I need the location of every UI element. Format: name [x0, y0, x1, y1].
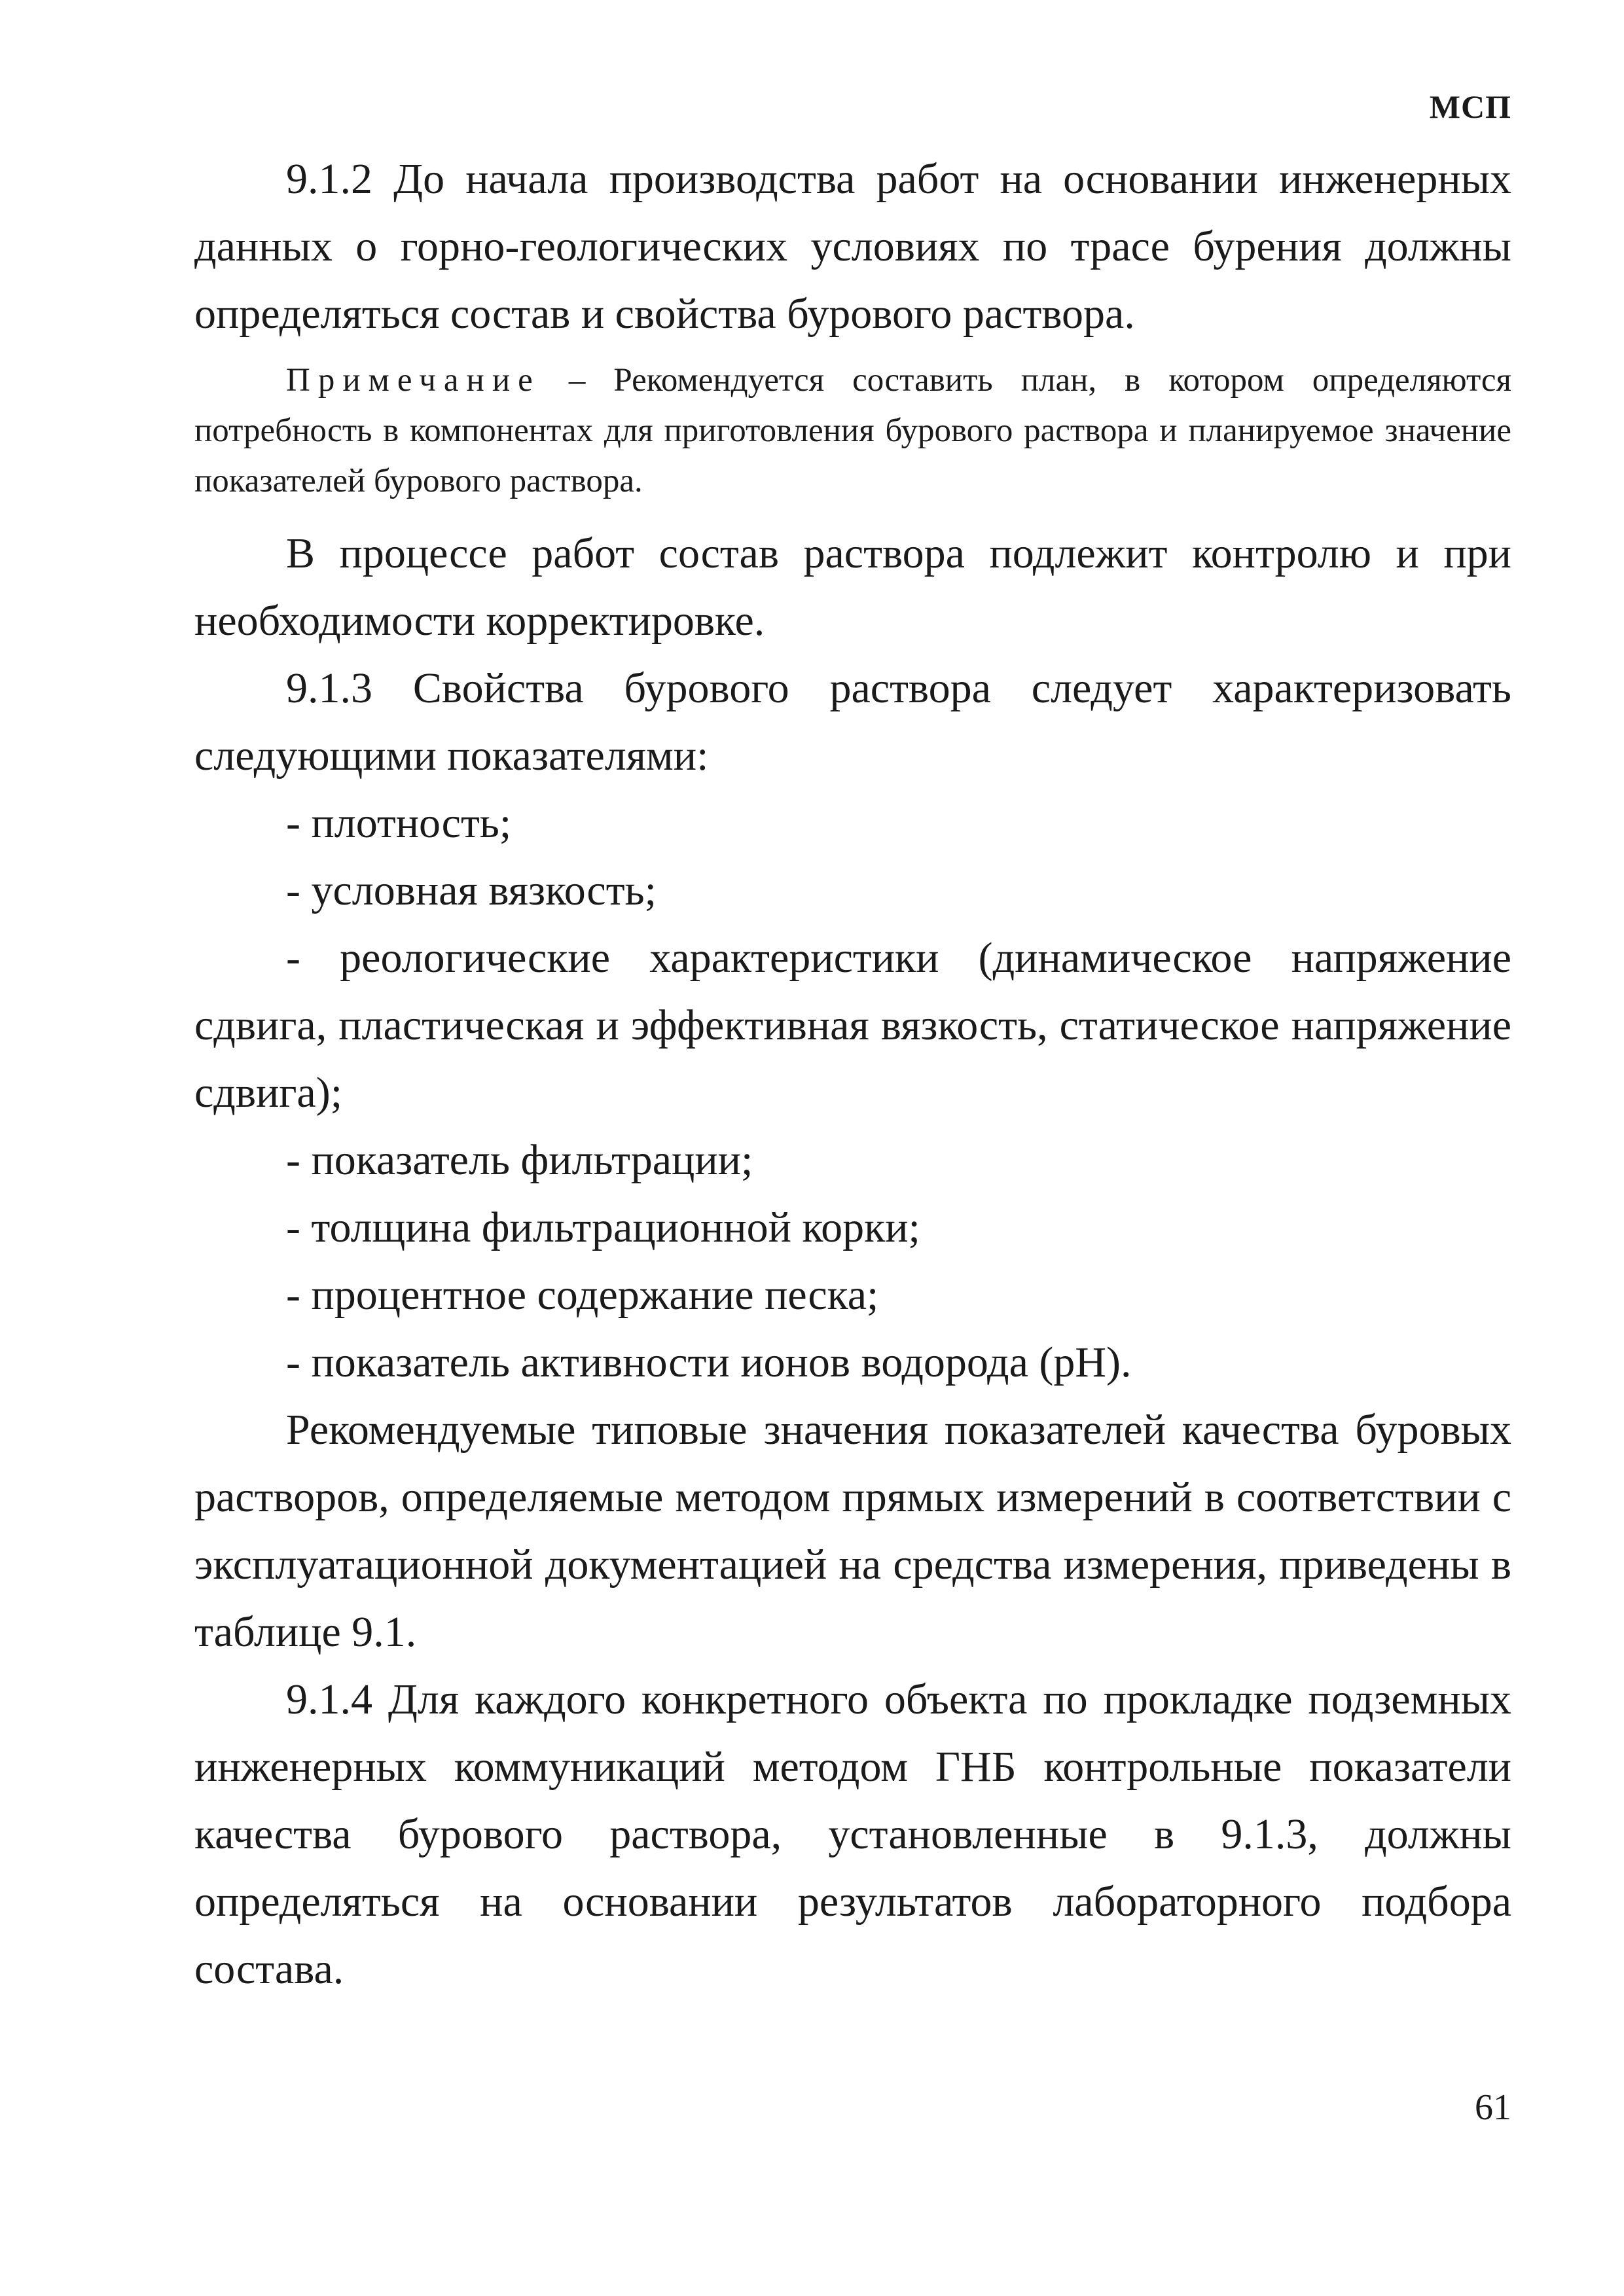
properties-list: [194, 789, 1511, 1396]
paragraph-9-1-4: 9.1.4 Для каждого конкретного объекта по прокладке подземных инженерных коммуникаций методом ГНБ контрольные показатели качества бурового раствора, установленные в 9.1.3, должны определяться на основании результатов лабораторного подбора состава.: [194, 1676, 1511, 1993]
note: [194, 355, 1511, 507]
list-item: - реологические характеристики (динамическое напряжение сдвига, пластическая и эффективная вязкость, статическое напряжение сдвига);: [194, 934, 1511, 1117]
note-label: Примечание: [286, 362, 541, 399]
paragraph-process-control: В процессе работ состав раствора подлежит контролю и при необходимости корректировке.: [194, 529, 1511, 645]
list-item: - показатель активности ионов водорода (pH).: [286, 1338, 1132, 1386]
list-item: - показатель фильтрации;: [286, 1136, 753, 1184]
list-item: - плотность;: [286, 799, 512, 847]
list-item: - процентное содержание песка;: [286, 1271, 879, 1319]
page-content: [194, 145, 1511, 2003]
page-number: 61: [1475, 2087, 1511, 2128]
paragraph-recommended-values: Рекомендуемые типовые значения показателей качества буровых растворов, определяемые методом прямых измерений в соответствии с эксплуатационной документацией на средства измерения, приведены в таблице 9.1.: [194, 1406, 1511, 1656]
document-code-header: МСП: [1429, 88, 1511, 125]
paragraph-9-1-3: 9.1.3 Свойства бурового раствора следует характеризовать следующими показателями:: [194, 664, 1511, 780]
note-text: – Рекомендуется составить план, в котором определяются потребность в компонентах для приготовления бурового раствора и планируемое значение показателей бурового раствора.: [194, 362, 1511, 499]
list-item: - толщина фильтрационной корки;: [286, 1204, 920, 1251]
paragraph-9-1-2: 9.1.2 До начала производства работ на основании инженерных данных о горно-геологических условиях по трасе бурения должны определяться состав и свойства бурового раствора.: [194, 155, 1511, 338]
list-item: - условная вязкость;: [286, 867, 657, 914]
